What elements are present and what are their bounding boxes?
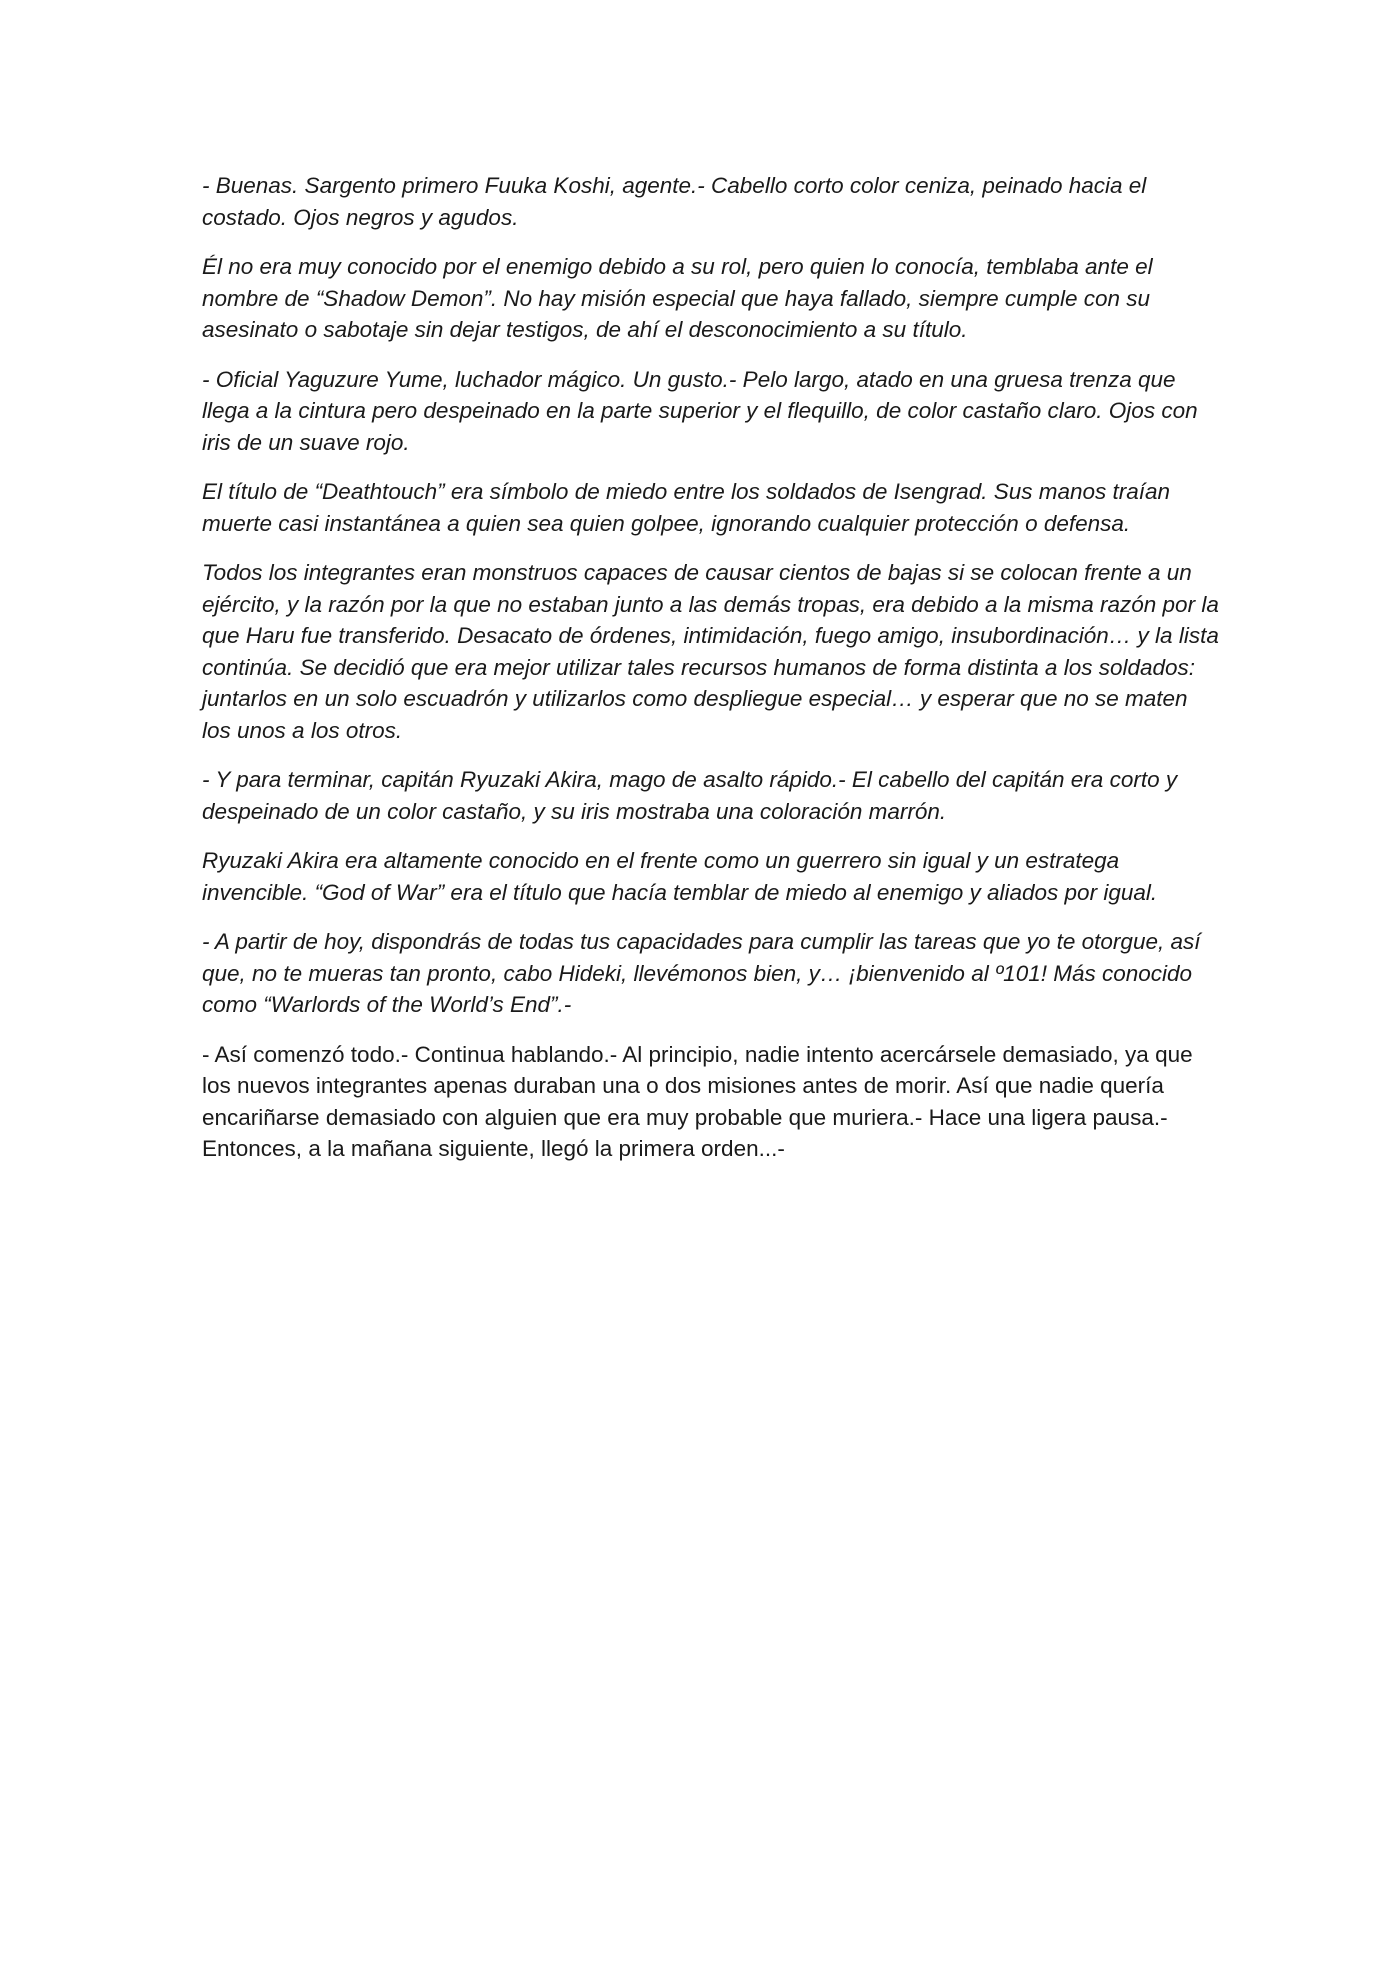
paragraph-2: Él no era muy conocido por el enemigo debido a su rol, pero quien lo conocía, temblaba ante el nombre de “Shadow Demon”. No hay misión especial que haya fallado, siempre cumple con su asesinato o sabotaje sin dejar testigos, de ahí el desconocimiento a su título. <box>202 254 1153 342</box>
paragraph-6: - Y para terminar, capitán Ryuzaki Akira, mago de asalto rápido.- El cabello del capitán era corto y despeinado de un color castaño, y su iris mostraba una coloración marrón. <box>202 767 1178 824</box>
paragraph-9: - Así comenzó todo.- Continua hablando.- Al principio, nadie intento acercársele demasiado, ya que los nuevos integrantes apenas duraban una o dos misiones antes de morir. Así que nadie quería encariñarse demasiado con alguien que era muy probable que muriera.- Hace una ligera pausa.- Entonces, a la mañana siguiente, llegó la primera orden...- <box>202 1041 1193 1161</box>
paragraph-1: - Buenas. Sargento primero Fuuka Koshi, agente.- Cabello corto color ceniza, peinado hacia el costado. Ojos negros y agudos. <box>202 173 1147 230</box>
paragraph-5: Todos los integrantes eran monstruos capaces de causar cientos de bajas si se colocan frente a un ejército, y la razón por la que no estaban junto a las demás tropas, era debido a la misma razón por la que Haru fue transferido. Desacato de órdenes, intimidación, fuego amigo, insubordinación… y la lista continúa. Se decidió que era mejor utilizar tales recursos humanos de forma distinta a los soldados: juntarlos en un solo escuadrón y utilizarlos como despliegue especial… y esperar que no se maten los unos a los otros. <box>202 560 1219 743</box>
paragraph-3: - Oficial Yaguzure Yume, luchador mágico. Un gusto.- Pelo largo, atado en una gruesa trenza que llega a la cintura pero despeinado en la parte superior y el flequillo, de color castaño claro. Ojos con iris de un suave rojo. <box>202 366 1198 455</box>
paragraph-4: El título de “Deathtouch” era símbolo de miedo entre los soldados de Isengrad. Sus manos traían muerte casi instantánea a quien sea quien golpee, ignorando cualquier protección o defensa. <box>202 479 1171 536</box>
paragraph-7: Ryuzaki Akira era altamente conocido en el frente como un guerrero sin igual y un estratega invencible. “God of War” era el título que hacía temblar de miedo al enemigo y aliados por igual. <box>202 848 1158 905</box>
body-text <box>202 170 1220 1183</box>
paragraph-8: - A partir de hoy, dispondrás de todas tus capacidades para cumplir las tareas que yo te otorgue, así que, no te mueras tan pronto, cabo Hideki, llevémonos bien, y… ¡bienvenido al º101! Más conocido como “Warlords of the World’s End”.- <box>202 929 1201 1017</box>
